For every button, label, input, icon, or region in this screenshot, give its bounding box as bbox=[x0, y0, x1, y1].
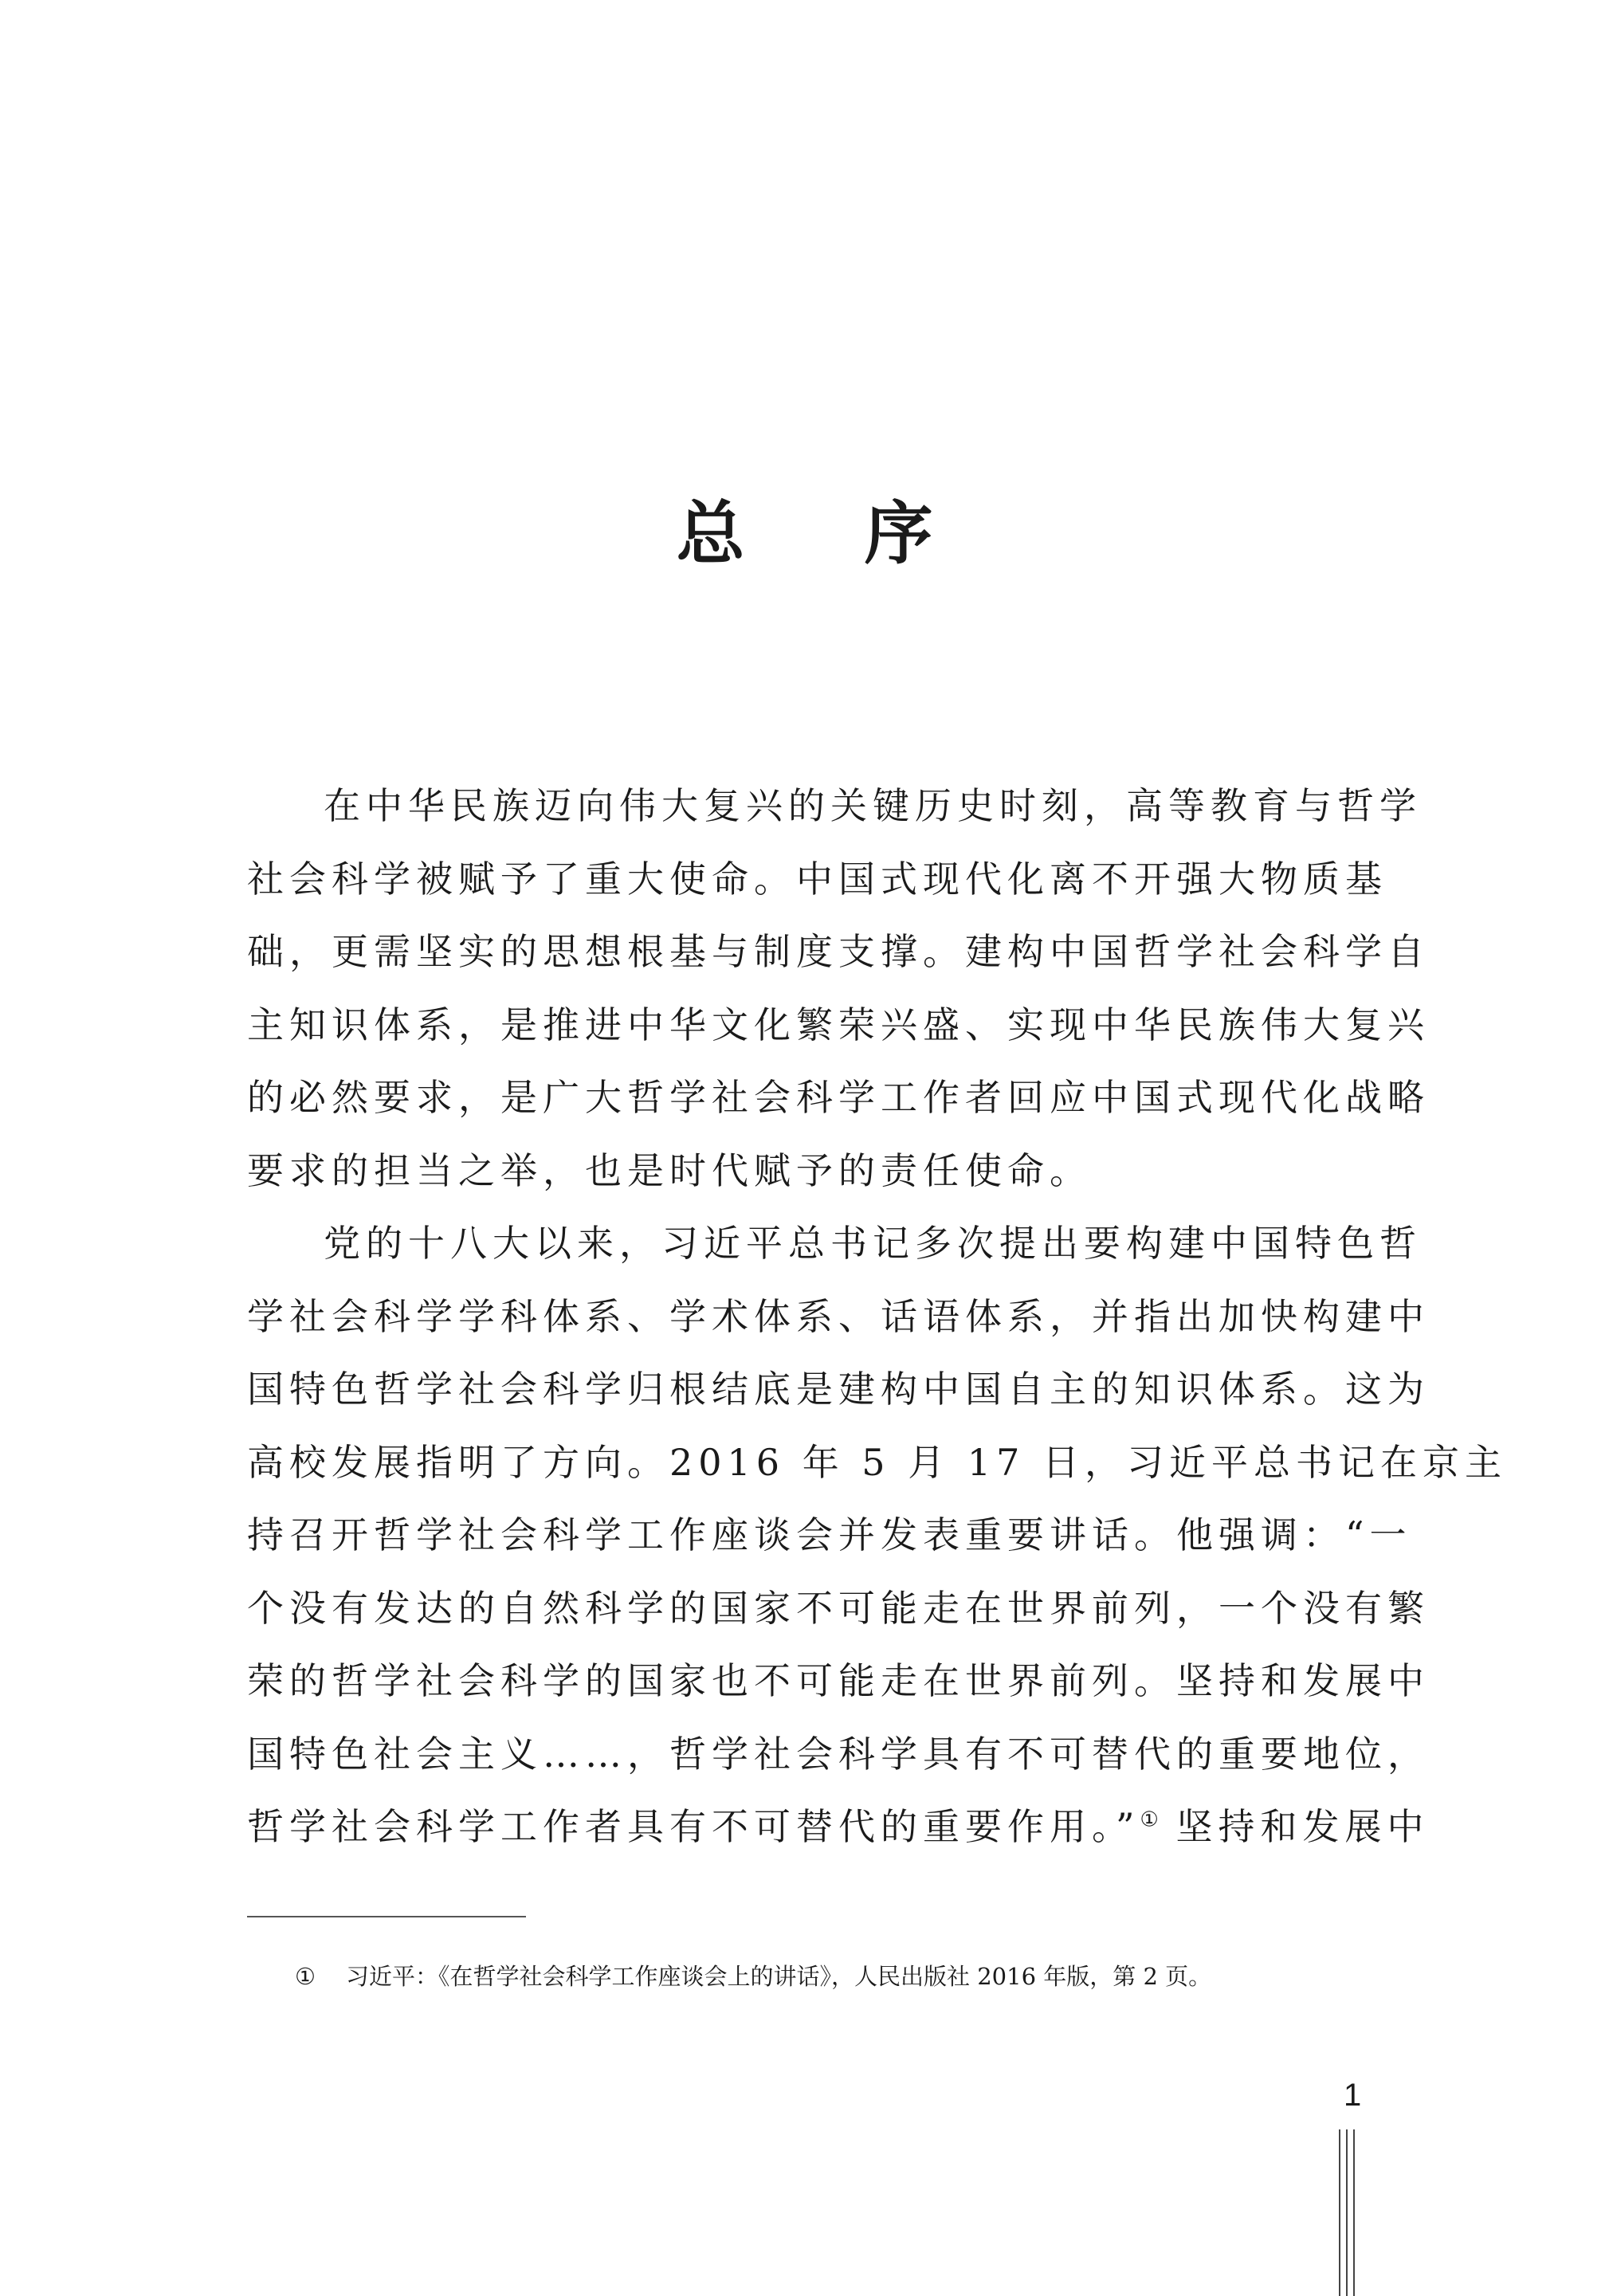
paragraph-line: 党的十八大以来，习近平总书记多次提出要构建中国特色哲 bbox=[324, 1222, 1422, 1265]
edge-line bbox=[1339, 2129, 1340, 2296]
page-number: 1 bbox=[1344, 2078, 1362, 2113]
paragraph-line: 国特色哲学社会科学归根结底是建构中国自主的知识体系。这为 bbox=[247, 1368, 1430, 1411]
paragraph-line: 的必然要求，是广大哲学社会科学工作者回应中国式现代化战略 bbox=[247, 1076, 1430, 1119]
footnote-text: 习近平：《在哲学社会科学工作座谈会上的讲话》，人民出版社 2016 年版，第 2 页。 bbox=[346, 1963, 1212, 1990]
paragraph-line: 学社会科学学科体系、学术体系、话语体系，并指出加快构建中 bbox=[247, 1294, 1430, 1338]
page-title-char-2: 序 bbox=[864, 493, 933, 574]
page-title-char-1: 总 bbox=[676, 493, 745, 574]
edge-line bbox=[1346, 2129, 1348, 2296]
footnote-reference[interactable]: ① bbox=[1140, 1807, 1159, 1832]
paragraph-line: 社会科学被赋予了重大使命。中国式现代化离不开强大物质基 bbox=[247, 857, 1387, 901]
paragraph-line: 个没有发达的自然科学的国家不可能走在世界前列，一个没有繁 bbox=[247, 1586, 1430, 1630]
paragraph-1 bbox=[247, 770, 1430, 1207]
paragraph-line: 主知识体系，是推进中华文化繁荣兴盛、实现中华民族伟大复兴 bbox=[247, 1003, 1430, 1046]
paragraph-line: 国特色社会主义……，哲学社会科学具有不可替代的重要地位， bbox=[247, 1732, 1430, 1776]
paragraph-line: 在中华民族迈向伟大复兴的关键历史时刻，高等教育与哲学 bbox=[324, 784, 1422, 827]
edge-line bbox=[1353, 2129, 1355, 2296]
paragraph-line: 础，更需坚实的思想根基与制度支撑。建构中国哲学社会科学自 bbox=[247, 930, 1430, 973]
footnote bbox=[295, 1959, 1363, 1994]
quote-end-text: 哲学社会科学工作者具有不可替代的重要作用。” bbox=[247, 1805, 1140, 1848]
paragraph-2 bbox=[247, 1207, 1507, 1864]
paragraph-line: 持召开哲学社会科学工作座谈会并发表重要讲话。他强调：“一 bbox=[247, 1513, 1412, 1556]
paragraph-line: 要求的担当之举，也是时代赋予的责任使命。 bbox=[247, 1148, 1092, 1192]
paragraph-line-with-footnote bbox=[247, 1791, 1430, 1864]
paragraph-line: 高校发展指明了方向。2016 年 5 月 17 日，习近平总书记在京主 bbox=[247, 1440, 1507, 1484]
footnote-mark: ① bbox=[295, 1963, 316, 1990]
body-text bbox=[247, 770, 1507, 1864]
page-edge-marker bbox=[1339, 2129, 1363, 2296]
continuation-text: 坚持和发展中 bbox=[1175, 1805, 1430, 1848]
paragraph-line: 荣的哲学社会科学的国家也不可能走在世界前列。坚持和发展中 bbox=[247, 1659, 1430, 1702]
page-title bbox=[0, 486, 1609, 582]
footnote-divider bbox=[247, 1916, 526, 1917]
